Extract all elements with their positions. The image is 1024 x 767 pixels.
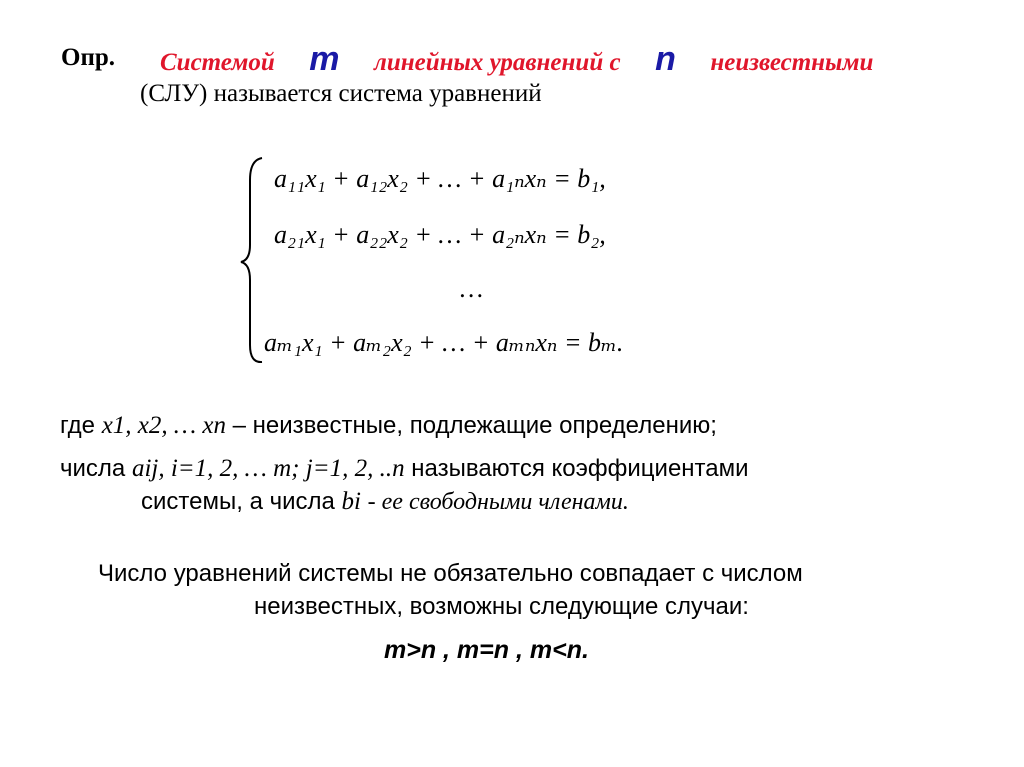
coef-indices: aij, i=1, 2, … m; j=1, 2, ..n xyxy=(131,455,405,482)
title-part-2: линейных уравнений с xyxy=(374,49,621,76)
definition-label: Опр. xyxy=(61,44,116,71)
coef-prefix: числа xyxy=(60,455,126,482)
where-prefix: где xyxy=(60,412,96,439)
unknowns-variables: x1, x2, … xn xyxy=(101,412,226,439)
equation-row-2: a₂₁x₁ + a₂₂x₂ + … + a₂ₙxₙ = b₂, xyxy=(274,220,606,249)
coef-bi: bi xyxy=(341,488,361,515)
coefficients-line-2 xyxy=(141,488,629,516)
cases-formula: m>n , m=n , m<n. xyxy=(384,636,589,664)
definition-subtitle: (СЛУ) называется система уравнений xyxy=(140,80,542,107)
where-text: – неизвестные, подлежащие определению; xyxy=(232,412,717,439)
equation-row-m: aₘ₁x₁ + aₘ₂x₂ + … + aₘₙxₙ = bₘ. xyxy=(264,328,624,357)
coef-text-2: системы, а числа xyxy=(141,488,335,515)
unknowns-description xyxy=(60,412,717,440)
count-line-1: Число уравнений системы не обязательно совпадает с числом xyxy=(98,560,803,587)
definition-title xyxy=(160,40,873,79)
variable-m: m xyxy=(309,40,340,78)
equation-row-1: a₁₁x₁ + a₁₂x₂ + … + a₁ₙxₙ = b₁, xyxy=(274,164,606,193)
variable-n: n xyxy=(655,40,676,78)
coefficients-line-1 xyxy=(60,455,749,483)
coef-text-3: - ее свободными членами. xyxy=(367,489,629,515)
count-line-2: неизвестных, возможны следующие случаи: xyxy=(254,593,749,620)
equation-system xyxy=(238,150,708,365)
title-part-3: неизвестными xyxy=(710,49,874,76)
coef-text: называются коэффициентами xyxy=(411,455,749,482)
equation-row-ellipsis: … xyxy=(460,274,484,303)
title-part-1: Системой xyxy=(160,49,275,76)
